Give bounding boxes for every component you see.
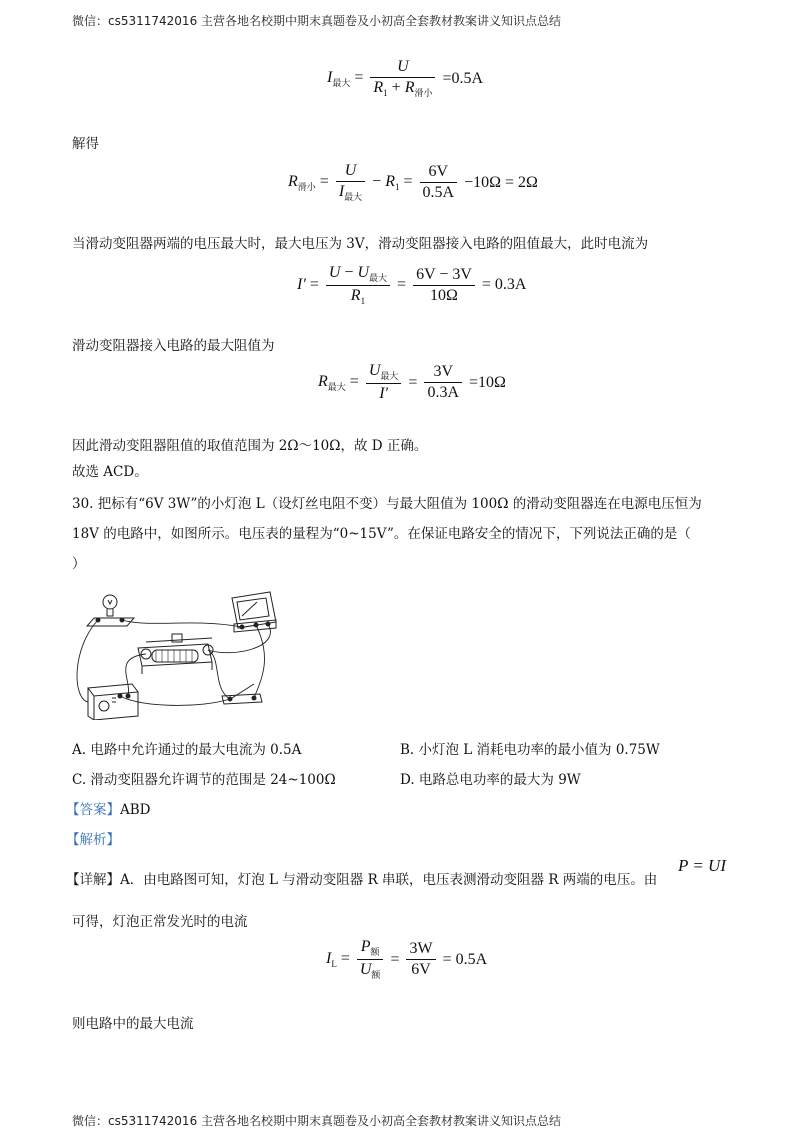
formula-max-resistance: $R_{最大}$ = $\frac{U_{最大}}{I'}$ = $\frac{3V}{0.3A}$ =10Ω [318, 362, 506, 402]
option-d: D. 电路总电功率的最大为 9W [400, 772, 581, 788]
formula-max-current: $I_{最大}$ = $\frac{U}{R_1 + R_{滑小}}$ =0.5A [327, 58, 484, 98]
detail-line1: 【详解】A．由电路图可知，灯泡 L 与滑动变阻器 R 串联，电压表测滑动变阻器 R 两端的电压。由 [66, 872, 658, 888]
question-30-line1: 30. 把标有“6V 3W”的小灯泡 L（设灯丝电阻不变）与最大阻值为 100Ω 的滑动变阻器连在电源电压恒为 [72, 496, 702, 512]
formula-lamp-current: $I_L$ = $\frac{P_额}{U_额}$ = $\frac{3W}{6V}$ = 0.5A [326, 938, 488, 980]
paragraph-choose: 故选 ACD。 [72, 464, 148, 480]
detail-line2: 可得，灯泡正常发光时的电流 [72, 914, 248, 930]
page-footer: 微信：cs5311742016 主营各地名校期中期末真题卷及小初高全套教材教案讲义知识点总结 [72, 1114, 562, 1128]
circuit-diagram [72, 588, 290, 720]
paragraph-max-resistance: 滑动变阻器接入电路的最大阻值为 [72, 338, 275, 354]
question-30-line2: 18V 的电路中，如图所示。电压表的量程为“0~15V”。在保证电路安全的情况下，下列说法正确的是（ [72, 526, 691, 542]
analysis-tag: 【解析】 [66, 832, 120, 848]
option-c: C. 滑动变阻器允许调节的范围是 24~100Ω [72, 772, 336, 788]
power-supply-icon [88, 684, 138, 720]
answer-value: ABD [120, 802, 151, 818]
rheostat-icon [138, 634, 213, 674]
option-a: A. 电路中允许通过的最大电流为 0.5A [72, 742, 302, 758]
page-header: 微信：cs5311742016 主营各地名校期中期末真题卷及小初高全套教材教案讲义知识点总结 [72, 14, 562, 28]
paragraph-range: 因此滑动变阻器阻值的取值范围为 2Ω～10Ω，故 D 正确。 [72, 438, 428, 454]
connecting-wires [77, 620, 270, 705]
formula-min-resistance: $R_{滑小}$ = $\frac{U}{I_{最大}}$ − $R_1$ = $\frac{6V}{0.5A}$ −10Ω = 2Ω [288, 162, 538, 202]
question-30-line3: ） [72, 556, 86, 572]
paragraph-max-current: 则电路中的最大电流 [72, 1016, 194, 1032]
formula-p-ui: P = UI [678, 856, 726, 875]
answer-line [66, 800, 151, 820]
option-b: B. 小灯泡 L 消耗电功率的最小值为 0.75W [400, 742, 660, 758]
text-jiede: 解得 [72, 136, 99, 152]
answer-tag: 【答案】 [66, 802, 120, 818]
paragraph-max-voltage: 当滑动变阻器两端的电压最大时，最大电压为 3V，滑动变阻器接入电路的阻值最大，此时电流为 [72, 236, 649, 252]
formula-current-at-max-voltage: I′ = $\frac{U - U_{最大}}{R_1}$ = $\frac{6V - 3V}{10\Omega}$ = 0.3A [297, 264, 527, 306]
